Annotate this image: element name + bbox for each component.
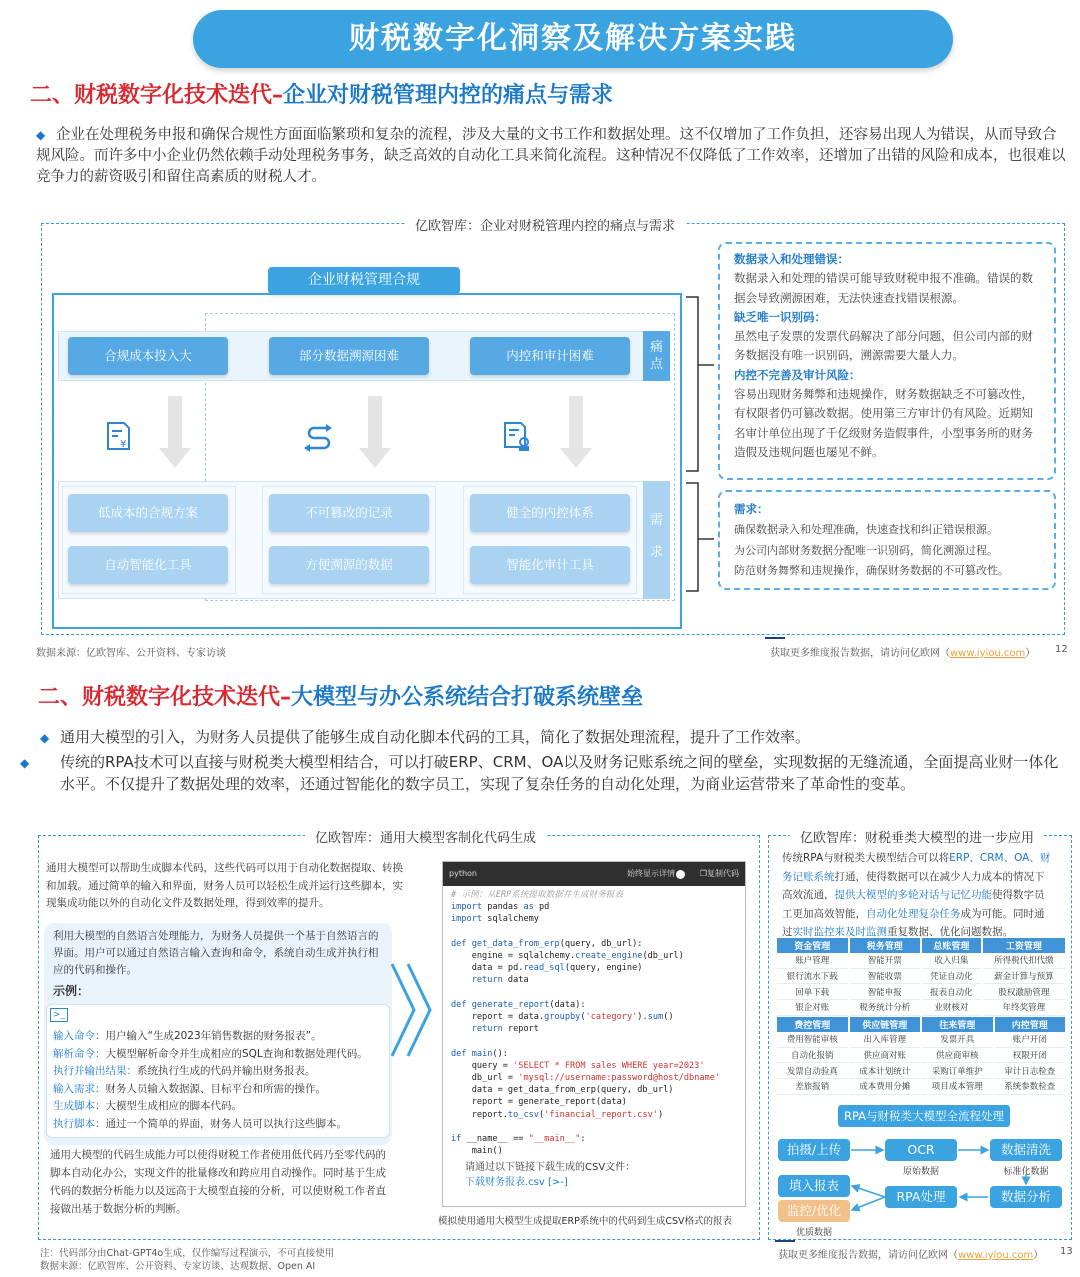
function-table-2 xyxy=(775,1017,1067,1095)
flow-label-raw-data: 原始数据 xyxy=(902,1167,939,1177)
pain-detail-text-1: 数据录入和处理的错误可能导致财税申报不准确。错误的数据会导致溯源困难，无法快速查找错误根源。 xyxy=(734,271,1033,305)
table-row xyxy=(777,953,1065,969)
need-item-4: 自动智能化工具 xyxy=(68,546,228,584)
table-cell: 发票开具 xyxy=(922,1032,993,1048)
more-info-text: 获取更多维度报告数据，请访问亿欧网（ xyxy=(778,1250,958,1261)
pain-item-3: 内控和审计困难 xyxy=(470,337,630,375)
table-cell: 费用智能审核 xyxy=(777,1032,848,1048)
table-row xyxy=(777,1032,1065,1048)
need-detail-box xyxy=(718,490,1056,590)
section2-bullet-1-text: 通用大模型的引入，为财务人员提供了能够生成自动化脚本代码的工具，简化了数据处理流程，提升了工作效率。 xyxy=(60,728,811,746)
table-cell: 薪金计算与预算 xyxy=(983,969,1065,985)
iyiou-link[interactable]: www.iyiou.com xyxy=(950,648,1026,659)
down-arrow-icon xyxy=(355,396,395,471)
example-step xyxy=(53,1098,393,1116)
section2-bullet-2-text: 传统的RPA技术可以直接与财税类大模型相结合，可以打破ERP、CRM、OA以及财务记账系统之间的壁垒，实现数据的无缝流通，全面提高业财一体化水平。不仅提升了数据处理的效率，还通过智能化的数字员工，实现了复杂任务的自动化处理，为商业运营带来了革命性的变革。 xyxy=(60,753,1059,793)
pain-detail-title-1: 数据录入和处理错误： xyxy=(734,252,849,266)
flow-arrows xyxy=(770,1130,1070,1230)
section2-bullet-2 xyxy=(20,752,1072,795)
pain-detail-text-3: 容易出现财务舞弊和违规操作，财务数据缺乏不可篡改性，有权限者仍可篡改数据。使用第三方审计仍有风险。近期知名审计单位出现了千亿级财务造假事件，小型事务所的财务造假及违规问题也屡见不鲜。 xyxy=(734,387,1033,459)
invoice-icon xyxy=(102,420,134,452)
flow-data-cleaning: 数据清洗 xyxy=(990,1139,1062,1161)
section2-heading xyxy=(38,680,643,711)
flow-monitor-optimize: 监控/优化 xyxy=(778,1200,850,1222)
need-item-2: 不可篡改的记录 xyxy=(269,494,429,532)
table-cell: 采购订单维护 xyxy=(922,1063,993,1079)
need-label-1: 需 xyxy=(649,513,663,528)
page-banner: 财税数字化洞察及解决方案实践 xyxy=(193,10,953,68)
example-step xyxy=(53,1028,393,1046)
table-cell: 凭证自动化 xyxy=(922,969,981,985)
section1-more-info xyxy=(770,644,1035,659)
table-cell: 系统参数检查 xyxy=(995,1079,1066,1095)
table-header-cell: 资金管理 xyxy=(777,938,848,953)
table-cell: 账户开闭 xyxy=(995,1032,1066,1048)
table-row xyxy=(777,1063,1065,1079)
pain-label-2: 点 xyxy=(649,357,663,372)
section2-heading-title: 大模型与办公系统结合打破系统壁垒 xyxy=(291,685,644,710)
section1-bullet-text: 企业在处理税务申报和确保合规性方面面临繁琐和复杂的流程，涉及大量的文书工作和数据处理。这不仅增加了工作负担，还容易出现人为错误，从而导致合规风险。而许多中小企业仍然依赖手动处理税务事务，缺乏高效的自动化工具来简化流程。这种情况不仅降低了工作效率，还增加了出错的风险和成本，也很难以竞争力的薪资吸引和留住高素质的财税人才。 xyxy=(36,127,1066,185)
section2-note: 注：代码部分由Chat-GPT4o生成，仅作编写过程演示，不可直接使用 xyxy=(40,1248,335,1259)
pain-detail-title-2: 缺乏唯一识别码： xyxy=(734,309,826,324)
diamond-icon: ◆ xyxy=(40,731,50,745)
table-cell: 业财核对 xyxy=(922,1000,981,1016)
example-steps xyxy=(53,1028,393,1134)
need-item-6: 智能化审计工具 xyxy=(470,546,630,584)
flow-data-analysis: 数据分析 xyxy=(990,1186,1062,1208)
copy-code-label: 复制代码 xyxy=(707,869,739,878)
section2-source: 数据来源：亿欧智库、公开资料、专家访谈、达观数据、Open AI xyxy=(40,1261,316,1272)
example-step xyxy=(53,1046,393,1064)
code-window xyxy=(442,861,746,1207)
table-cell: 银行流水下载 xyxy=(777,969,848,985)
flow-capture-upload: 拍摄/上传 xyxy=(778,1139,850,1161)
table-cell: 税务统计分析 xyxy=(850,1000,921,1016)
code-gen-outro: 通用大模型的代码生成能力可以使得财税工作者使用低代码乃至零代码的脚本自动化办公，实现文件的批量修改和跨应用自动操作。同时基于生成代码的数据分析能力以及远高于大模型直接的分析，可以使财税工作者直接做出基于数据分析的判断。 xyxy=(50,1149,386,1215)
svg-text:¥: ¥ xyxy=(120,439,127,450)
more-info-text: 获取更多维度报告数据，请访问亿欧网（ xyxy=(770,648,950,659)
table-header-cell: 供应链管理 xyxy=(850,1017,921,1032)
vertical-model-title: 亿欧智库：财税垂类大模型的进一步应用 xyxy=(790,827,1044,846)
table-header-cell: 费控管理 xyxy=(777,1017,848,1032)
pain-detail-title-3: 内控不完善及审计风险： xyxy=(734,367,861,382)
need-label-2: 求 xyxy=(649,545,663,560)
table-header-cell: 工资管理 xyxy=(983,938,1065,953)
table-cell: 账户管理 xyxy=(777,953,848,969)
table-row xyxy=(777,969,1065,985)
table-header-cell: 税务管理 xyxy=(850,938,921,953)
diamond-icon: ◆ xyxy=(20,756,30,770)
copy-code-button[interactable] xyxy=(700,862,739,886)
vertical-model-text: 传统RPA与财税类大模型结合可以将ERP、CRM、OA、财务记账系统打通，使得数据可以在减少人力成本的情况下高效流通，提供大模型的多轮对话与记忆功能使得数字员工更加高效智能，自动化处理复杂任务成为可能。同时通过实时监控来及时监测重复数据、优化问题数据。 xyxy=(782,852,1051,938)
example-step xyxy=(53,1063,393,1081)
table-cell: 回单下载 xyxy=(777,984,848,1000)
pain-detail-box xyxy=(718,242,1056,480)
table-cell: 发票自动验真 xyxy=(777,1063,848,1079)
flow-label-standard-data: 标准化数据 xyxy=(1003,1167,1049,1177)
rpa-flow-title: RPA与财税类大模型全流程处理 xyxy=(838,1105,1010,1127)
section2-more-info xyxy=(778,1246,1043,1261)
pain-label-1: 痛 xyxy=(649,340,663,355)
code-gen-intro: 通用大模型可以帮助生成脚本代码，这些代码可以用于自动化数据提取、转换和加载。通过简单的输入和界面，财务人员可以轻松生成并运行这些脚本，实现集成功能以外的自动化文件及数据处理，得到效率的提升。 xyxy=(46,862,403,909)
code-gen-title: 亿欧智库：通用大模型客制化代码生成 xyxy=(305,827,546,846)
more-info-close: ） xyxy=(1025,648,1036,659)
table-cell: 出入库管理 xyxy=(850,1032,921,1048)
section1-heading xyxy=(30,78,613,109)
section1-bullet xyxy=(36,125,1066,188)
table-cell: 差旅报销 xyxy=(777,1079,848,1095)
table-cell: 智能开票 xyxy=(850,953,921,969)
table-cell: 报表自动化 xyxy=(922,984,981,1000)
table-row xyxy=(777,1000,1065,1016)
step-value: 用户输入“生成2023年销售数据的财务报表”。 xyxy=(105,1030,322,1042)
table-cell: 项目成本管理 xyxy=(922,1079,993,1095)
down-arrow-icon xyxy=(556,396,596,471)
table-cell: 成本计划统计 xyxy=(850,1063,921,1079)
function-table-1 xyxy=(775,938,1067,1016)
step-key: 输入需求： xyxy=(53,1082,106,1095)
need-item-1: 低成本的合规方案 xyxy=(68,494,228,532)
code-body: # 示例：从ERP系统提取数据并生成财务报表 import pandas as pd import sqlalchemy def get_data_from_erp(query, db_url): engine = sqlalchemy.create_engine(db_url) data = pd.read_sql(query, engine) return data def generate_report(data): report = data.groupby('category').sum() return report def main(): query = 'SELECT * FROM sales WHERE year=2023' db_url = 'mysql://username:password@host/dbname' data = get_data_from_erp(query, db_url) report = generate_report(data) report.to_csv('financial_report.csv') if __name__ == "__main__": main() xyxy=(451,890,721,1157)
table-row xyxy=(777,1048,1065,1064)
section1-heading-prefix: 二、财税数字化技术迭代– xyxy=(30,83,284,108)
toggle-icon[interactable] xyxy=(676,870,685,879)
table-row xyxy=(777,1079,1065,1095)
compliance-title: 企业财税管理合规 xyxy=(268,267,460,294)
step-key: 执行脚本： xyxy=(53,1117,106,1130)
download-link-icon[interactable]: [>-] xyxy=(548,1177,568,1189)
pain-detail-text-2: 虽然电子发票的发票代码解决了部分问题，但公司内部的财务数据没有唯一识别码，溯源需要大量人力。 xyxy=(734,329,1033,363)
need-detail-item-3: 防范财务舞弊和违规操作，确保财务数据的不可篡改性。 xyxy=(734,564,1009,577)
bracket-connectors xyxy=(684,295,718,595)
step-key: 执行并输出结果： xyxy=(53,1065,137,1078)
section1-heading-title: 企业对财税管理内控的痛点与需求 xyxy=(283,83,614,108)
need-item-5: 方便溯源的数据 xyxy=(269,546,429,584)
code-language: python xyxy=(449,869,477,878)
audit-document-icon xyxy=(500,420,534,452)
table-cell: 智能收票 xyxy=(850,969,921,985)
flow-ocr: OCR xyxy=(885,1139,957,1161)
table-cell: 审计日志检查 xyxy=(995,1063,1066,1079)
pain-item-2: 部分数据溯源困难 xyxy=(269,337,429,375)
need-detail-item-2: 为公司内部财务数据分配唯一识别码，简化溯源过程。 xyxy=(734,543,998,557)
footer-accent-line xyxy=(775,1240,795,1242)
flow-rpa-processing: RPA处理 xyxy=(885,1186,957,1208)
step-value: 系统执行生成的代码并输出财务报表。 xyxy=(137,1065,316,1078)
download-note xyxy=(443,1160,745,1190)
download-note-text: 请通过以下链接下载生成的CSV文件： xyxy=(465,1162,636,1174)
flow-label-quality-data: 优质数据 xyxy=(795,1228,832,1238)
table-cell: 年终奖管理 xyxy=(983,1000,1065,1016)
code-caption: 模拟使用通用大模型生成提取ERP系统中的代码到生成CSV格式的报表 xyxy=(438,1216,732,1227)
diamond-icon: ◆ xyxy=(36,128,46,142)
pain-needs-title: 亿欧智库：企业对财税管理内控的痛点与需求 xyxy=(405,215,685,234)
table-cell: 自动化报销 xyxy=(777,1048,848,1064)
table-header-cell: 往来管理 xyxy=(922,1017,993,1032)
copy-icon: ❐ xyxy=(699,869,707,878)
pain-label xyxy=(643,331,670,381)
nl-interface-text: 利用大模型的自然语言处理能力，为财务人员提供一个基于自然语言的界面。用户可以通过自然语言输入查询和命令，系统自动生成并执行相应的代码和操作。 xyxy=(53,930,379,976)
need-item-3: 健全的内控体系 xyxy=(470,494,630,532)
terminal-icon: >_ xyxy=(50,1008,68,1022)
table-cell: 银企对账 xyxy=(777,1000,848,1016)
download-report-link[interactable]: 下载财务报表.csv xyxy=(465,1177,545,1189)
footer-accent-line xyxy=(765,637,785,639)
table-cell: 收入归集 xyxy=(922,953,981,969)
step-key: 解析命令： xyxy=(53,1047,106,1060)
step-key: 生成脚本： xyxy=(53,1100,106,1113)
down-arrow-icon xyxy=(155,396,195,471)
need-detail-item-1: 确保数据录入和处理准确，快速查找和纠正错误根源。 xyxy=(734,523,998,536)
need-label xyxy=(643,481,670,599)
table-cell: 成本费用分摊 xyxy=(850,1079,921,1095)
table-header-cell: 内控管理 xyxy=(995,1017,1066,1032)
sync-icon xyxy=(302,420,336,452)
table-cell: 供应商审核 xyxy=(922,1048,993,1064)
section1-source: 数据来源：亿欧智库、公开资料、专家访谈 xyxy=(36,648,226,659)
table-cell: 权限开闭 xyxy=(995,1048,1066,1064)
step-value: 通过一个简单的界面，财务人员可以执行这些脚本。 xyxy=(105,1117,347,1130)
need-detail-title: 需求： xyxy=(734,502,769,516)
table-cell: 所得税代扣代缴 xyxy=(983,953,1065,969)
section2-bullet-1 xyxy=(40,727,1070,749)
flow-fill-report: 填入报表 xyxy=(778,1175,850,1197)
page-number-12: 12 xyxy=(1055,644,1068,655)
section2-heading-prefix: 二、财税数字化技术迭代– xyxy=(38,685,292,710)
code-comment: # 示例：从ERP系统提取数据并生成财务报表 xyxy=(451,890,623,900)
step-value: 财务人员输入数据源、目标平台和所需的操作。 xyxy=(105,1082,326,1095)
step-value: 大模型生成相应的脚本代码。 xyxy=(105,1100,242,1113)
step-value: 大模型解析命令并生成相应的SQL查询和数据处理代码。 xyxy=(105,1047,368,1060)
pain-item-1: 合规成本投入大 xyxy=(68,337,228,375)
example-step xyxy=(53,1116,393,1134)
table-cell: 智能申报 xyxy=(850,984,921,1000)
table-row xyxy=(777,984,1065,1000)
table-header-cell: 总账管理 xyxy=(922,938,981,953)
step-key: 输入命令： xyxy=(53,1030,106,1042)
chevron-right-icon xyxy=(388,960,438,1060)
table-cell: 供应商对账 xyxy=(850,1048,921,1064)
code-window-header xyxy=(443,862,745,886)
iyiou-link[interactable]: www.iyiou.com xyxy=(958,1250,1034,1261)
page-number-13: 13 xyxy=(1060,1246,1073,1257)
example-step xyxy=(53,1081,393,1099)
show-details-toggle-label: 始终显示详情 xyxy=(627,869,675,878)
more-info-close: ） xyxy=(1033,1250,1044,1261)
example-label: 示例： xyxy=(53,984,90,998)
table-cell: 股权激励管理 xyxy=(983,984,1065,1000)
